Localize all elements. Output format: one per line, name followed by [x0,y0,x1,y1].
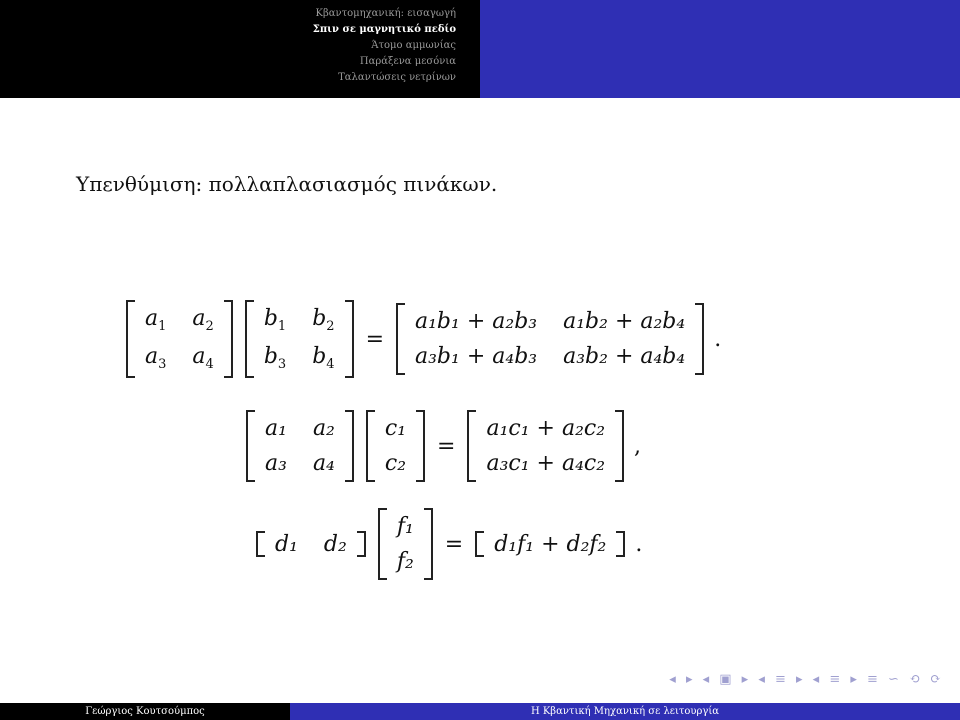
section-item-ammonia[interactable]: Άτομο αμμωνίας [371,40,456,51]
header-section-bar [0,0,480,98]
slide-title: Υπενθύμιση: πολλαπλασιασμός πινάκων. [76,172,498,196]
section-item-strange-mesons[interactable]: Παράξενα μεσόνια [359,56,456,67]
header-accent-bar [480,0,960,98]
section-item-neutrino[interactable]: Ταλαντώσεις νετρίνων [338,72,456,83]
matrix-b: $b_1$ $b_2$ $b_3$ $b_4$ [245,300,354,378]
equation-2x2-times-vector: a₁ a₂ a₃ a₄ c₁ c₂ = a₁c₁ + a₂c₂ a₃c₁ + a₄c₂ , [240,410,641,482]
matrix-a: a₁ a₂ a₃ a₄ [246,410,354,482]
footer-author: Γεώργιος Κουτσούμπος [0,703,290,720]
section-item-intro[interactable]: Κβαντομηχανική: εισαγωγή [315,8,456,19]
equals-sign: = [444,531,464,557]
equation-2x2-times-2x2: $a_1$ $a_2$ $a_3$ $a_4$ $b_1$ $b_2$ $b_3$ $b_4$ = a₁b₁ + a₂b₃ a₁b₂ + a₂b₄ a₃b₁ + a₄b₃ a₃b₂ + a₄b₄ . [120,300,721,378]
equals-sign: = [437,433,456,459]
footer-talk-title: Η Κβαντική Μηχανική σε λειτουργία [290,703,960,720]
row-vector-d: d₁ d₂ [256,530,366,559]
vector-c: c₁ c₂ [366,410,425,482]
beamer-navigation-icons[interactable]: ◂ ▸ ◂ ▣ ▸ ◂ ≡ ▸ ◂ ≡ ▸ ≡ ∽ ⟲ ⟳ [669,672,944,687]
section-item-spin[interactable]: Σπιν σε μαγνητικό πεδίο [312,24,456,35]
column-vector-f: f₁ f₂ [378,508,433,580]
vector-result: a₁c₁ + a₂c₂ a₃c₁ + a₄c₂ [467,410,624,482]
equation-row-times-column: d₁ d₂ f₁ f₂ = d₁f₁ + d₂f₂ . [250,508,642,580]
equals-sign: = [365,326,384,352]
matrix-a: $a_1$ $a_2$ $a_3$ $a_4$ [126,300,233,378]
matrix-product: a₁b₁ + a₂b₃ a₁b₂ + a₂b₄ a₃b₁ + a₄b₃ a₃b₂ + a₄b₄ [396,303,704,375]
section-list [313,6,456,86]
scalar-result: d₁f₁ + d₂f₂ [475,530,625,559]
